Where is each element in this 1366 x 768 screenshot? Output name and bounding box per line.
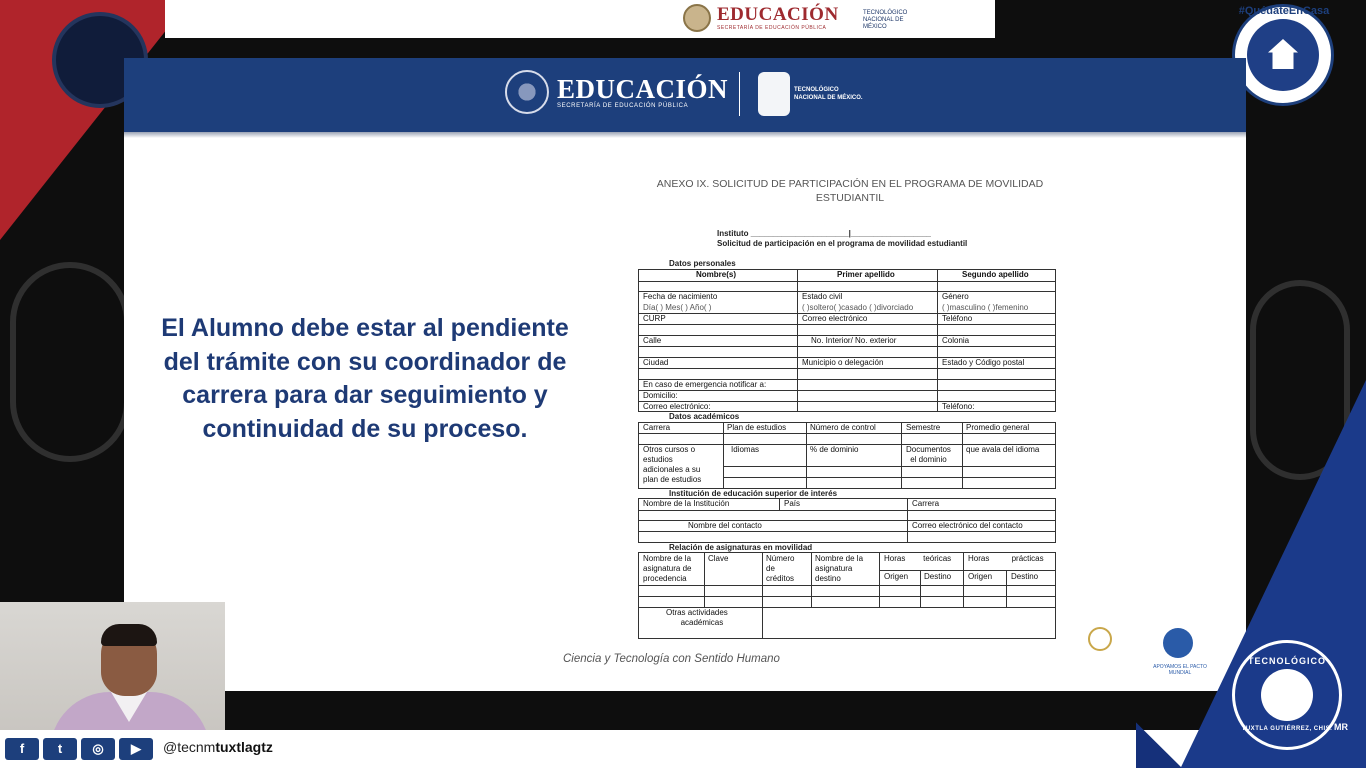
avala-header: que avala del idioma	[966, 445, 1040, 454]
correo-contacto-header: Correo electrónico del contacto	[912, 521, 1023, 530]
slide-footer-slogan: Ciencia y Tecnología con Sentido Humano	[563, 653, 780, 665]
faded-tec-logo-left	[10, 262, 130, 462]
destino-teoricas: Destino	[924, 572, 952, 581]
trademark-label: MR	[1334, 722, 1348, 732]
ciudad-label: Ciudad	[643, 358, 669, 367]
estado-cp-label: Estado y Código postal	[942, 358, 1025, 367]
otras-actividades-label: Otras actividades académicas	[666, 608, 728, 627]
twitter-icon[interactable]: t	[43, 738, 77, 760]
banner-education-sub: SECRETARÍA DE EDUCACIÓN PÚBLICA	[557, 103, 689, 109]
document-title-line2: ESTUDIANTIL	[815, 192, 885, 204]
destino-practicas: Destino	[1011, 572, 1039, 581]
horas-practicas-header: Horas prácticas	[968, 554, 1044, 563]
solicitud-label: Solicitud de participación en el programa de movilidad estudiantil	[717, 239, 968, 248]
carrera-header: Carrera	[643, 423, 671, 432]
semestre-header: Semestre	[906, 423, 941, 432]
nombre-contacto-header: Nombre del contacto	[688, 521, 762, 530]
section-relacion-asignaturas: Relación de asignaturas en movilidad	[669, 543, 813, 552]
dominio-header: % de dominio	[810, 445, 859, 454]
tecnm-line2: NACIONAL DE MÉXICO.	[794, 95, 863, 101]
curp-label: CURP	[643, 314, 666, 323]
emergencia-label: En caso de emergencia notificar a:	[643, 380, 767, 389]
num-creditos-header: Número de créditos	[766, 554, 795, 583]
global-compact-icon	[1163, 628, 1193, 658]
tecnm-line1: TECNOLÓGICO	[794, 87, 839, 93]
genero-label: Género	[942, 292, 969, 301]
idiomas-header: Idiomas	[731, 445, 760, 454]
otros-cursos-label: Otros cursos o estudios adicionales a su plan de estudios	[643, 445, 702, 484]
document-title	[640, 177, 1060, 205]
pais-header: País	[784, 499, 801, 508]
telefono2-label: Teléfono:	[942, 402, 975, 411]
pacto-mundial-label: APOYAMOS EL PACTO MUNDIAL	[1153, 664, 1207, 676]
slide-main-message: El Alumno debe estar al pendiente del trámite con su coordinador de carrera para dar seguimiento y continuidad de su proceso.	[161, 314, 569, 443]
presenter-webcam	[0, 602, 225, 730]
telefono-label: Teléfono	[942, 314, 973, 323]
sep-logo-text: EDUCACIÓN	[717, 4, 839, 25]
fecha-formato: Día( ) Mes( ) Año( )	[643, 303, 712, 312]
tecnm-logo-banner	[758, 72, 863, 116]
asignatura-destino-header: Nombre de la asignatura destino	[815, 554, 864, 583]
top-logo-strip	[165, 0, 995, 38]
tec-badge-label: TECNOLÓGICO TUXTLA GUTIÉRREZ, CHIS.	[1241, 656, 1333, 732]
domicilio-label: Domicilio:	[643, 391, 678, 400]
primer-apellido-header: Primer apellido	[837, 270, 895, 279]
promedio-header: Promedio general	[966, 423, 1030, 432]
quedate-en-casa-logo	[1232, 4, 1334, 106]
tecnm-icon	[758, 72, 790, 116]
colonia-label: Colonia	[942, 336, 970, 345]
nombres-header: Nombre(s)	[696, 270, 737, 279]
instituto-label: Instituto ______________________|__________________	[717, 229, 931, 238]
section-datos-academicos: Datos académicos	[669, 412, 740, 421]
origen-teoricas: Origen	[884, 572, 909, 581]
municipio-label: Municipio o delegación	[802, 358, 884, 367]
sep-logo-subtext: SECRETARÍA DE EDUCACIÓN PÚBLICA	[717, 25, 827, 31]
document-title-line1: ANEXO IX. SOLICITUD DE PARTICIPACIÓN EN EL PROGRAMA DE MOVILIDAD	[656, 178, 1044, 190]
asignatura-procedencia-header: Nombre de la asignatura de procedencia	[643, 554, 692, 583]
no-int-ext-label: No. Interior/ No. exterior	[811, 336, 897, 345]
estado-civil-options: ( )soltero( )casado ( )divorciado	[802, 303, 914, 312]
calle-label: Calle	[643, 336, 662, 345]
correo2-label: Correo electrónico:	[643, 402, 711, 411]
sep-seal-icon	[505, 70, 549, 114]
social-handle[interactable]: @tecnmtuxtlagtz	[163, 739, 273, 755]
section-institucion-interes: Institución de educación superior de interés	[669, 489, 838, 498]
documentos-header: Documentos el dominio	[906, 445, 951, 464]
correo-label: Correo electrónico	[802, 314, 868, 323]
fecha-nacimiento-label: Fecha de nacimiento	[643, 292, 718, 301]
clave-header: Clave	[708, 554, 729, 563]
sep-logo-banner	[505, 70, 728, 114]
banner-education-text: EDUCACIÓN	[557, 74, 729, 104]
horas-teoricas-header: Horas teóricas	[884, 554, 952, 563]
num-control-header: Número de control	[810, 423, 876, 432]
plan-header: Plan de estudios	[727, 423, 787, 432]
tecnm-mini-logo: TECNOLÓGICO NACIONAL DE MÉXICO	[863, 10, 908, 30]
carrera2-header: Carrera	[912, 499, 940, 508]
sep-logo-top	[683, 4, 839, 32]
sep-seal-icon	[683, 4, 711, 32]
section-datos-personales: Datos personales	[669, 259, 736, 268]
nombre-institucion-header: Nombre de la Institución	[643, 499, 730, 508]
facebook-icon[interactable]: f	[5, 738, 39, 760]
instagram-icon[interactable]: ◎	[81, 738, 115, 760]
estado-civil-label: Estado civil	[802, 292, 843, 301]
origen-practicas: Origen	[968, 572, 993, 581]
banner-divider	[739, 72, 740, 116]
certification-seal-icon	[1088, 627, 1112, 651]
genero-options: ( )masculino ( )femenino	[942, 303, 1029, 312]
youtube-icon[interactable]: ▶	[119, 738, 153, 760]
segundo-apellido-header: Segundo apellido	[962, 270, 1029, 279]
quedate-label: #QuédateEnCasa	[1238, 5, 1330, 17]
